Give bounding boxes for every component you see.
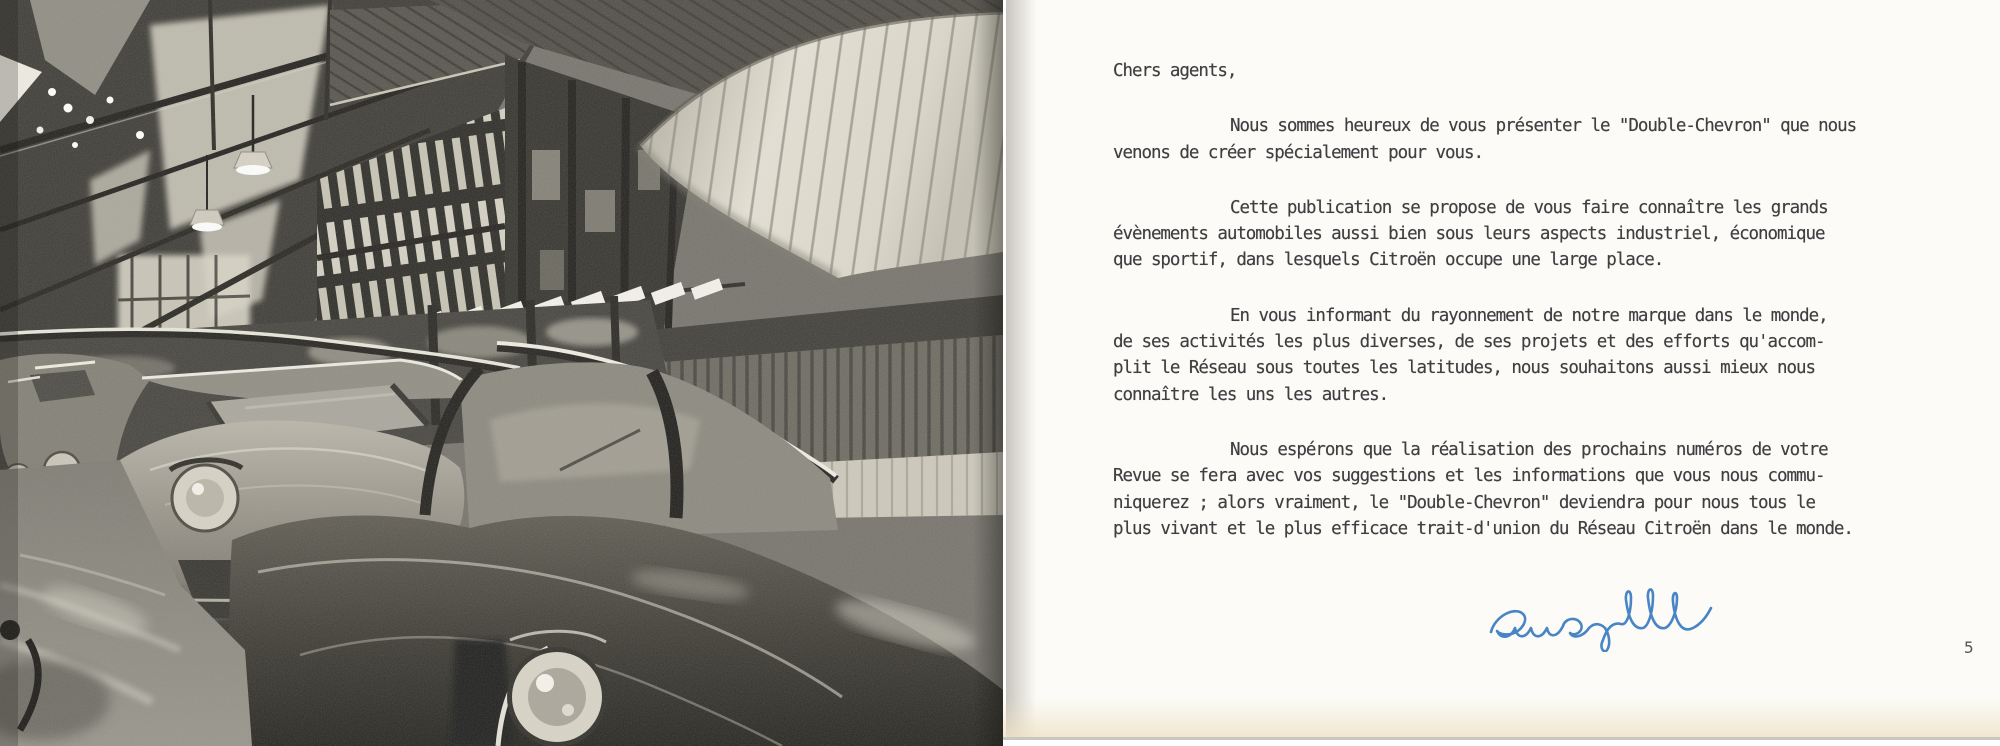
letter-line: venons de créer spécialement pour vous. <box>1113 142 1483 163</box>
letter-paragraph <box>1113 437 1903 542</box>
gutter-shadow <box>1006 0 1036 746</box>
letter-line: que sportif, dans lesquels Citroën occupe une large place. <box>1113 250 1664 271</box>
page-bottom-edge-shadow <box>1003 698 2000 737</box>
letter-line: En vous informant du rayonnement de notre marque dans le monde, <box>1230 305 1828 326</box>
letter-line: Nous sommes heureux de vous présenter le "Double-Chevron" que nous <box>1230 116 1857 137</box>
letter-line: Chers agents, <box>1113 61 1237 81</box>
gutter-highlight <box>1003 0 1006 746</box>
letter-line: connaître les uns les autres. <box>1113 384 1389 405</box>
page-number: 5 <box>1964 638 1974 657</box>
letter-line: plit le Réseau sous toutes les latitudes, nous souhaitons aussi mieux nous <box>1113 358 1815 379</box>
letter-line: Cette publication se propose de vous faire connaître les grands <box>1230 197 1828 218</box>
letter-paragraph <box>1113 303 1903 408</box>
letter-paragraph <box>1113 195 1903 274</box>
letter-paragraph <box>1113 113 1903 166</box>
letter-line: Nous espérons que la réalisation des prochains numéros de votre <box>1230 439 1828 460</box>
letter-line: plus vivant et le plus efficace trait-d'union du Réseau Citroën dans le monde. <box>1113 518 1853 539</box>
backdrop-below-page <box>1003 740 2000 746</box>
letter-line: évènements automobiles aussi bien sous leurs aspects industriel, économique <box>1113 224 1825 245</box>
handwritten-signature <box>1481 582 1721 652</box>
letter-salutation <box>1113 58 1903 84</box>
page-right-letter <box>1003 0 2000 746</box>
letter-body <box>1113 58 1903 571</box>
letter-line: de ses activités les plus diverses, de ses projets et des efforts qu'accom- <box>1113 332 1825 353</box>
letter-line: niquerez ; alors vraiment, le "Double-Chevron" deviendra pour nous tous le <box>1113 492 1815 513</box>
letter-line: Revue se fera avec vos suggestions et les informations que vous nous commu- <box>1113 466 1825 487</box>
